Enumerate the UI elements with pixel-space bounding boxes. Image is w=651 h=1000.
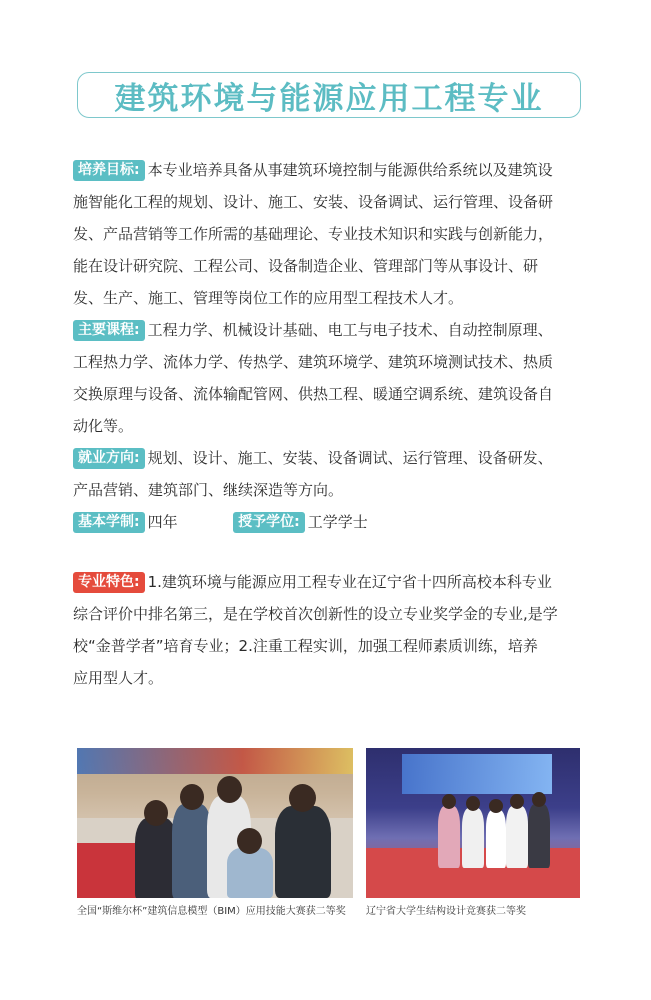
career-line: 规划、设计、施工、安装、设备调试、运行管理、设备研发、 xyxy=(147,449,553,467)
photo-caption: 辽宁省大学生结构设计竞赛获二等奖 xyxy=(366,906,526,917)
page-title: 建筑环境与能源应用工程专业 xyxy=(114,80,544,117)
courses-line: 交换原理与设备、流体输配管网、供热工程、暖通空调系统、建筑设备自 xyxy=(73,385,554,403)
features-tag: 专业特色: xyxy=(73,572,145,593)
features-line: 应用型人才。 xyxy=(73,669,164,687)
section-goal xyxy=(73,154,583,314)
goal-line: 能在设计研究院、工程公司、设备制造企业、管理部门等从事设计、研 xyxy=(73,257,539,275)
features-line: 1.建筑环境与能源应用工程专业在辽宁省十四所高校本科专业 xyxy=(147,573,552,591)
photo-caption: 全国“斯维尔杯”建筑信息模型（BIM）应用技能大赛获二等奖 xyxy=(77,906,346,917)
career-tag: 就业方向: xyxy=(73,448,145,469)
courses-tag: 主要课程: xyxy=(73,320,145,341)
photo-structure-award xyxy=(366,748,580,898)
duration-tag: 基本学制: xyxy=(73,512,145,533)
section-features xyxy=(73,566,583,694)
section-career xyxy=(73,442,583,506)
goal-line: 施智能化工程的规划、设计、施工、安装、设备调试、运行管理、设备研 xyxy=(73,193,554,211)
goal-line: 发、产品营销等工作所需的基础理论、专业技术知识和实践与创新能力， xyxy=(73,225,554,243)
features-line: 校“金普学者”培育专业；2.注重工程实训，加强工程师素质训练，培养 xyxy=(73,637,538,655)
courses-line: 工程力学、机械设计基础、电工与电子技术、自动控制原理、 xyxy=(147,321,553,339)
section-duration-degree xyxy=(73,506,583,538)
title-box xyxy=(77,72,581,118)
photo-bim-award xyxy=(77,748,353,898)
career-line: 产品营销、建筑部门、继续深造等方向。 xyxy=(73,481,344,499)
goal-line: 本专业培养具备从事建筑环境控制与能源供给系统以及建筑设 xyxy=(147,161,553,179)
features-line: 综合评价中排名第三，是在学校首次创新性的设立专业奖学金的专业,是学 xyxy=(73,605,558,623)
courses-line: 工程热力学、流体力学、传热学、建筑环境学、建筑环境测试技术、热质 xyxy=(73,353,554,371)
degree-value: 工学学士 xyxy=(307,513,368,531)
duration-value: 四年 xyxy=(147,513,178,531)
section-courses xyxy=(73,314,583,442)
courses-line: 动化等。 xyxy=(73,417,134,435)
degree-tag: 授予学位: xyxy=(233,512,305,533)
goal-tag: 培养目标: xyxy=(73,160,145,181)
goal-line: 发、生产、施工、管理等岗位工作的应用型工程技术人才。 xyxy=(73,289,464,307)
